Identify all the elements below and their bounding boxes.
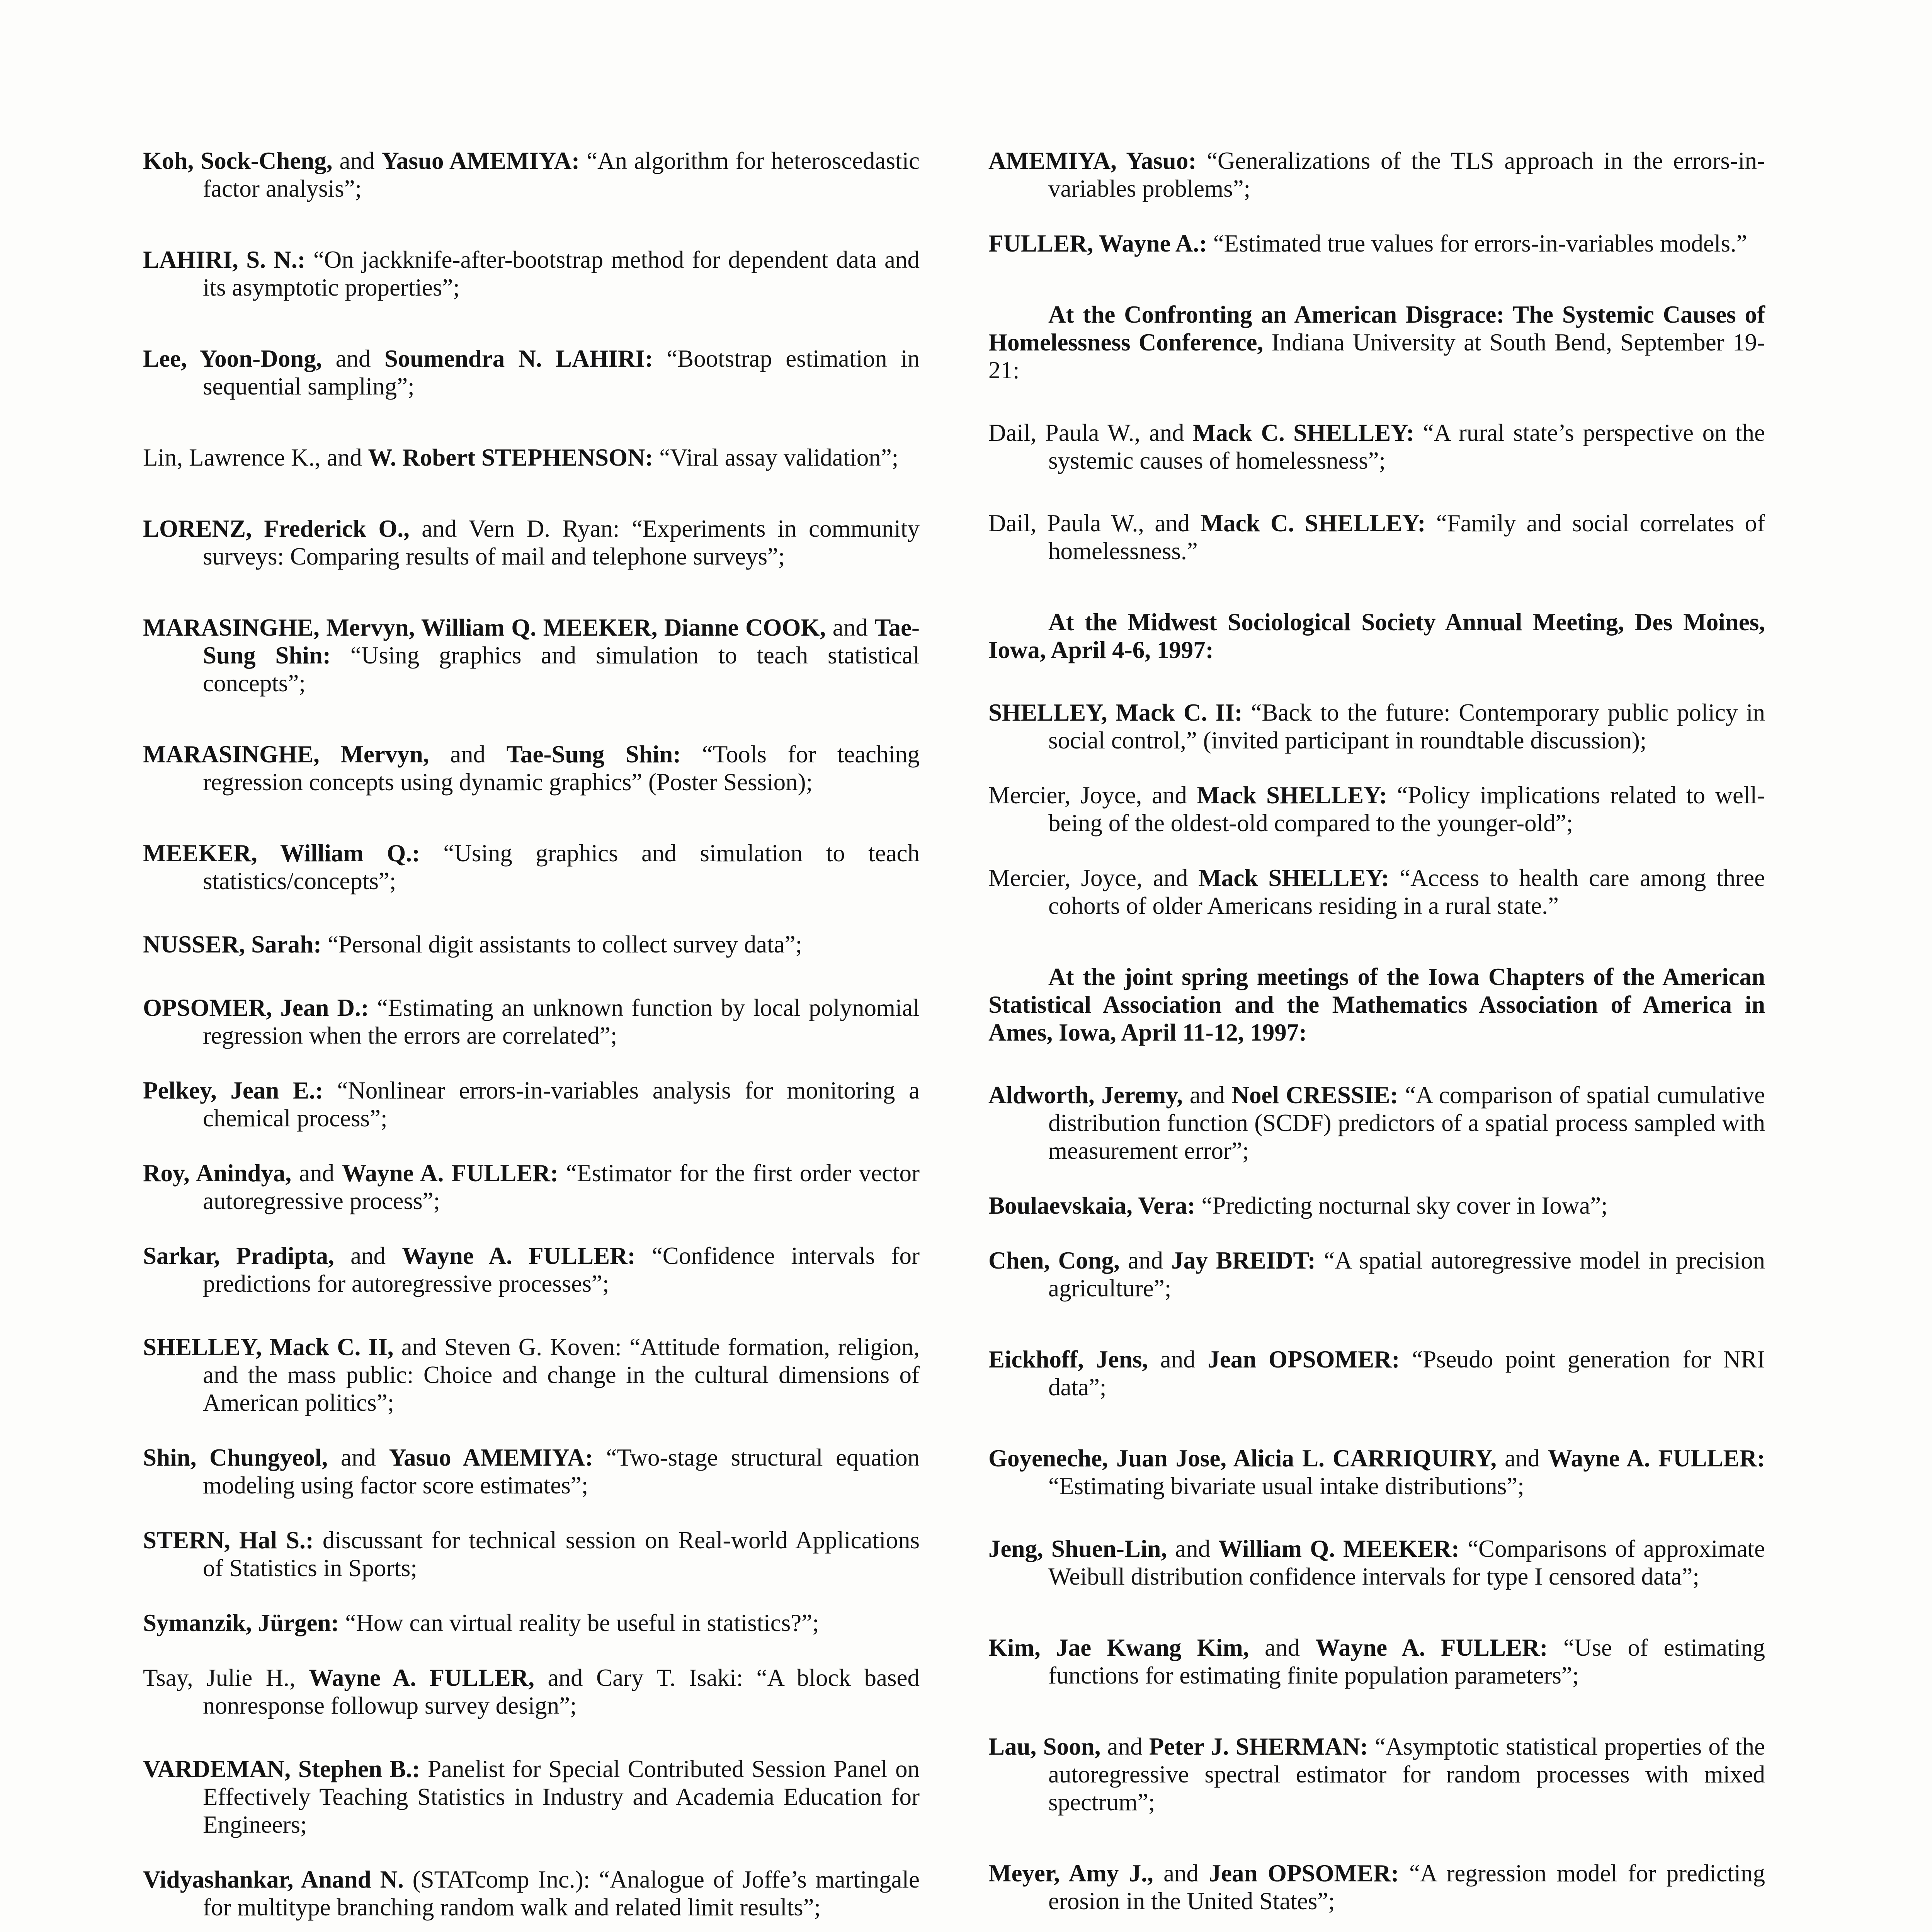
citation-entry: [143, 994, 920, 1049]
author-name: Wayne A. FULLER:: [402, 1242, 636, 1269]
author-name: Lau, Soon,: [988, 1733, 1101, 1760]
author-name: W. Robert STEPHENSON:: [368, 444, 653, 471]
citation-entry: [143, 1444, 920, 1499]
citation-text: “Estimating bivariate usual intake distributions”;: [1048, 1473, 1524, 1500]
author-name: Jean OPSOMER:: [1209, 1860, 1399, 1887]
citation-text: “Estimated true values for errors-in-variables models.”: [1207, 230, 1747, 257]
citation-text: “A comparison of spatial cumulative distribution function (SCDF) predictors of a spatial process sampled with measurement error”;: [1048, 1082, 1765, 1164]
author-name: Jeng, Shuen-Lin,: [988, 1535, 1167, 1562]
citation-entry: [143, 930, 920, 958]
author-name: Mack C. SHELLEY:: [1193, 419, 1415, 446]
author-name: Wayne A. FULLER,: [309, 1664, 534, 1691]
citation-entry: [143, 1526, 920, 1582]
citation-text: and: [429, 741, 507, 768]
author-name: MARASINGHE, Mervyn, William Q. MEEKER, Dianne COOK,: [143, 614, 826, 641]
citation-text: “Personal digit assistants to collect survey data”;: [321, 931, 803, 958]
citation-entry: [143, 147, 920, 202]
citation-text: and: [1153, 1860, 1209, 1887]
citation-text: “Asymptotic statistical properties of the autoregressive spectral estimator for random processes with mixed spectrum”;: [1048, 1733, 1765, 1816]
author-name: Mack C. SHELLEY:: [1200, 510, 1426, 537]
citation-text: Dail, Paula W., and: [988, 510, 1201, 537]
citation-text: “Estimating an unknown function by local polynomial regression when the errors are correlated”;: [203, 994, 920, 1049]
citation-text: “A rural state’s perspective on the systemic causes of homelessness”;: [1048, 419, 1765, 474]
author-name: Wayne A. FULLER:: [1548, 1445, 1765, 1472]
author-name: Roy, Anindya,: [143, 1160, 292, 1187]
author-name: Wayne A. FULLER:: [1315, 1634, 1548, 1661]
citation-text: and: [328, 1444, 389, 1471]
citation-entry: [988, 1081, 1765, 1165]
citation-entry: [143, 1664, 920, 1719]
citation-text: and Cary T. Isaki: “A block based nonresponse followup survey design”;: [203, 1664, 920, 1719]
author-name: Pelkey, Jean E.:: [143, 1077, 323, 1104]
citation-entry: [143, 246, 920, 301]
citation-text: “Predicting nocturnal sky cover in Iowa”;: [1195, 1192, 1608, 1219]
citation-text: “Policy implications related to well-being of the oldest-old compared to the younger-old”;: [1048, 782, 1765, 837]
citation-text: “Pseudo point generation for NRI data”;: [1048, 1346, 1765, 1401]
citation-text: “Use of estimating functions for estimating finite population parameters”;: [1048, 1634, 1765, 1689]
citation-text: Lin, Lawrence K., and: [143, 444, 368, 471]
author-name: Kim, Jae Kwang Kim,: [988, 1634, 1249, 1661]
citation-entry: [988, 699, 1765, 754]
author-name: Symanzik, Jürgen:: [143, 1609, 339, 1636]
citation-text: Mercier, Joyce, and: [988, 782, 1197, 809]
author-name: NUSSER, Sarah:: [143, 931, 322, 958]
left-column: [143, 147, 920, 1932]
author-name: Wayne A. FULLER:: [342, 1160, 558, 1187]
citation-entry: [143, 839, 920, 895]
author-name: Tae-Sung Shin:: [203, 614, 920, 669]
citation-text: “Two-stage structural equation modeling using factor score estimates”;: [203, 1444, 920, 1499]
citation-entry: [988, 1859, 1765, 1915]
citation-text: “Using graphics and simulation to teach statistics/concepts”;: [203, 840, 920, 895]
citation-entry: [143, 515, 920, 570]
citation-entry: [143, 345, 920, 400]
author-name: Goyeneche, Juan Jose, Alicia L. CARRIQUIRY,: [988, 1445, 1497, 1472]
citation-text: and: [1249, 1634, 1316, 1661]
author-name: Noel CRESSIE:: [1231, 1082, 1398, 1109]
citation-text: Tsay, Julie H.,: [143, 1664, 309, 1691]
author-name: Sarkar, Pradipta,: [143, 1242, 334, 1269]
citation-text: and: [1497, 1445, 1548, 1472]
citation-text: “Generalizations of the TLS approach in the errors-in-variables problems”;: [1048, 147, 1765, 202]
author-name: MARASINGHE, Mervyn,: [143, 741, 429, 768]
citation-text: and: [1167, 1535, 1219, 1562]
citation-text: and Vern D. Ryan: “Experiments in community surveys: Comparing results of mail and telephone surveys”;: [203, 515, 920, 570]
citation-text: and: [291, 1160, 342, 1187]
citation-entry: [988, 1247, 1765, 1302]
citation-text: “Access to health care among three cohorts of older Americans residing in a rural state.”: [1048, 864, 1765, 919]
citation-text: discussant for technical session on Real-world Applications of Statistics in Sports;: [203, 1527, 920, 1582]
author-name: Tae-Sung Shin:: [506, 741, 681, 768]
citation-text: “Viral assay validation”;: [653, 444, 899, 471]
author-name: Mack SHELLEY:: [1197, 782, 1387, 809]
author-name: SHELLEY, Mack C. II:: [988, 699, 1243, 726]
author-name: OPSOMER, Jean D.:: [143, 994, 369, 1021]
citation-text: “Confidence intervals for predictions for autoregressive processes”;: [203, 1242, 920, 1297]
author-name: Chen, Cong,: [988, 1247, 1120, 1274]
author-name: SHELLEY, Mack C. II,: [143, 1333, 394, 1361]
citation-text: “Estimator for the first order vector autoregressive process”;: [203, 1160, 920, 1214]
author-name: Koh, Sock-Cheng,: [143, 147, 333, 174]
citation-entry: [143, 1755, 920, 1838]
author-name: Yasuo AMEMIYA:: [381, 147, 580, 174]
citation-text: “Family and social correlates of homelessness.”: [1048, 510, 1765, 565]
author-name: AMEMIYA, Yasuo:: [988, 147, 1197, 174]
section-heading: [988, 608, 1765, 664]
citation-text: Dail, Paula W., and: [988, 419, 1193, 446]
author-name: William Q. MEEKER:: [1218, 1535, 1460, 1562]
citation-text: “Bootstrap estimation in sequential sampling”;: [203, 345, 920, 400]
citation-entry: [988, 1634, 1765, 1689]
right-column: [988, 147, 1765, 1932]
citation-text: and: [332, 147, 382, 174]
citation-text: and: [1183, 1082, 1232, 1109]
author-name: MEEKER, William Q.:: [143, 840, 420, 867]
citation-text: Panelist for Special Contributed Session Panel on Effectively Teaching Statistics in Industry and Academia Education for Engineers;: [203, 1755, 920, 1838]
section-heading-location: Indiana University at South Bend, September 19-21:: [988, 329, 1765, 384]
citation-text: and: [1100, 1733, 1149, 1760]
section-heading-text: At the Midwest Sociological Society Annual Meeting, Des Moines, Iowa, April 4-6, 1997:: [988, 609, 1765, 663]
citation-entry: [143, 1609, 920, 1637]
citation-entry: [988, 1733, 1765, 1816]
citation-text: “A regression model for predicting erosion in the United States”;: [1048, 1860, 1765, 1915]
citation-text: and: [1119, 1247, 1172, 1274]
citation-entry: [143, 444, 920, 471]
citation-entry: [988, 230, 1765, 257]
citation-entry: [988, 864, 1765, 920]
section-heading-text: At the joint spring meetings of the Iowa Chapters of the American Statistical Association and the Mathematics Association of America in Ames, Iowa, April 11-12, 1997:: [988, 963, 1765, 1046]
citation-text: Mercier, Joyce, and: [988, 864, 1199, 891]
citation-text: “Tools for teaching regression concepts using dynamic graphics” (Poster Session);: [203, 741, 920, 796]
citation-entry: [988, 1444, 1765, 1500]
citation-entry: [988, 147, 1765, 202]
citation-entry: [143, 1333, 920, 1417]
citation-entry: [143, 1866, 920, 1921]
author-name: Jay BREIDT:: [1171, 1247, 1316, 1274]
author-name: Eickhoff, Jens,: [988, 1346, 1148, 1373]
author-name: LAHIRI, S. N.:: [143, 246, 306, 273]
author-name: Mack SHELLEY:: [1198, 864, 1389, 891]
citation-entry: [988, 509, 1765, 565]
citation-text: “On jackknife-after-bootstrap method for dependent data and its asymptotic properties”;: [203, 246, 920, 301]
citation-text: and: [1148, 1346, 1208, 1373]
citation-text: “An algorithm for heteroscedastic factor analysis”;: [203, 147, 920, 202]
citation-text: and Steven G. Koven: “Attitude formation, religion, and the mass public: Choice and change in the cultural dimensions of American politics”;: [203, 1333, 920, 1416]
citation-entry: [988, 781, 1765, 837]
section-heading-text: At the Confronting an American Disgrace: The Systemic Causes of Homelessness Conference,: [988, 301, 1765, 356]
author-name: Yasuo AMEMIYA:: [389, 1444, 593, 1471]
author-name: Shin, Chungyeol,: [143, 1444, 328, 1471]
citation-entry: [988, 1345, 1765, 1401]
author-name: Lee, Yoon-Dong,: [143, 345, 322, 372]
citation-text: “Comparisons of approximate Weibull distribution confidence intervals for type I censored data”;: [1048, 1535, 1765, 1590]
citation-text: and: [826, 614, 875, 641]
citation-text: “Back to the future: Contemporary public policy in social control,” (invited participant in roundtable discussion);: [1048, 699, 1765, 754]
citation-entry: [988, 419, 1765, 474]
citation-text: (STATcomp Inc.): “Analogue of Joffe’s martingale for multitype branching random walk and related limit results”;: [203, 1866, 920, 1921]
author-name: Aldworth, Jeremy,: [988, 1082, 1183, 1109]
author-name: Peter J. SHERMAN:: [1149, 1733, 1368, 1760]
citation-text: “Using graphics and simulation to teach statistical concepts”;: [203, 642, 920, 697]
citation-text: “How can virtual reality be useful in statistics?”;: [339, 1609, 819, 1636]
citation-entry: [143, 1077, 920, 1132]
citation-entry: [143, 1159, 920, 1215]
author-name: LORENZ, Frederick O.,: [143, 515, 410, 542]
author-name: STERN, Hal S.:: [143, 1527, 314, 1554]
author-name: Soumendra N. LAHIRI:: [384, 345, 653, 372]
citation-entry: [143, 740, 920, 796]
author-name: Vidyashankar, Anand N.: [143, 1866, 404, 1893]
section-heading: [988, 963, 1765, 1046]
citation-text: “Nonlinear errors-in-variables analysis for monitoring a chemical process”;: [203, 1077, 920, 1132]
citation-text: and: [322, 345, 384, 372]
author-name: FULLER, Wayne A.:: [988, 230, 1207, 257]
author-name: VARDEMAN, Stephen B.:: [143, 1755, 420, 1782]
citation-entry: [988, 1192, 1765, 1219]
citation-entry: [143, 614, 920, 697]
citation-entry: [988, 1535, 1765, 1590]
citation-text: and: [334, 1242, 402, 1269]
author-name: Jean OPSOMER:: [1208, 1346, 1400, 1373]
citation-text: “A spatial autoregressive model in precision agriculture”;: [1048, 1247, 1765, 1302]
author-name: Boulaevskaia, Vera:: [988, 1192, 1196, 1219]
author-name: Meyer, Amy J.,: [988, 1860, 1153, 1887]
citation-entry: [143, 1242, 920, 1298]
section-heading: [988, 301, 1765, 384]
